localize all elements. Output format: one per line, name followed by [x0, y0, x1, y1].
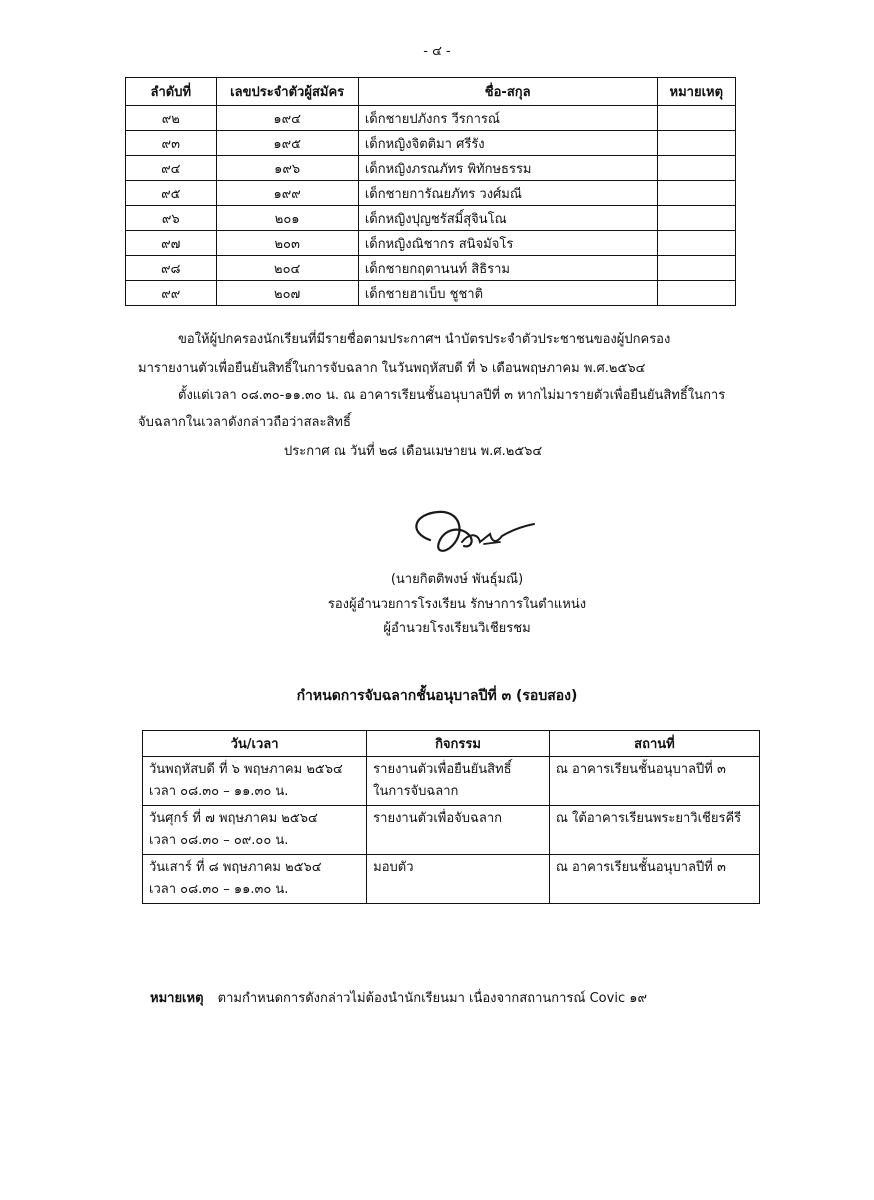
- signatory-name: (นายกิตติพงษ์ พันธุ์มณี): [390, 572, 524, 587]
- schedule-day: วันพฤหัสบดี ที่ ๖ พฤษภาคม ๒๕๖๔: [149, 762, 343, 777]
- table-row: [143, 806, 760, 855]
- announcement-line-3: ตั้งแต่เวลา ๐๘.๓๐-๑๑.๓๐ น. ณ อาคารเรียนชั้นอนุบาลปีที่ ๓ หากไม่มารายตัวเพื่อยืนยันสิทธิ์ในการ: [178, 388, 726, 403]
- schedule-place: ณ ใต้อาคารเรียนพระยาวิเชียรคีรี: [549, 806, 759, 855]
- row-id: ๑๙๕: [216, 131, 358, 156]
- row-note: [657, 131, 735, 156]
- table-row: [126, 106, 736, 131]
- schedule-time: เวลา ๐๘.๓๐ – ๑๑.๓๐ น.: [149, 882, 289, 897]
- schedule-day-cell: [143, 806, 367, 855]
- row-no: ๙๔: [126, 156, 217, 181]
- row-name: เด็กชายกฤตานนท์ สิธิราม: [358, 256, 657, 281]
- row-id: ๑๙๔: [216, 106, 358, 131]
- row-name: เด็กหญิงจิตติมา ศรีรัง: [358, 131, 657, 156]
- announcement-line-2: มารายงานตัวเพื่อยืนยันสิทธิ์ในการจับฉลาก ในวันพฤหัสบดี ที่ ๖ เดือนพฤษภาคม พ.ศ.๒๕๖๔: [138, 361, 646, 376]
- row-id: ๒๐๗: [216, 281, 358, 306]
- header-id: เลขประจำตัวผู้สมัคร: [216, 78, 358, 106]
- row-note: [657, 231, 735, 256]
- schedule-activity: มอบตัว: [373, 860, 414, 875]
- row-note: [657, 281, 735, 306]
- candidate-table: [125, 77, 736, 306]
- signatory-position: รองผู้อำนวยการโรงเรียน รักษาการในตำแหน่ง: [327, 597, 587, 612]
- schedule-day-cell: [143, 855, 367, 904]
- footnote-text: ตามกำหนดการดังกล่าวไม่ต้องนำนักเรียนมา เนื่องจากสถานการณ์ Covic ๑๙: [217, 991, 647, 1006]
- row-name: เด็กชายฮาเบ็บ ชูชาติ: [358, 281, 657, 306]
- table-row: [126, 131, 736, 156]
- schedule-activity-cell: [367, 855, 550, 904]
- row-id: ๑๙๙: [216, 181, 358, 206]
- table-row: [126, 281, 736, 306]
- schedule-activity-cell: [367, 757, 550, 806]
- row-no: ๙๘: [126, 256, 217, 281]
- header-note: หมายเหตุ: [657, 78, 735, 106]
- table-row: [126, 206, 736, 231]
- announcement-date: ประกาศ ณ วันที่ ๒๘ เดือนเมษายน พ.ศ.๒๕๖๔: [284, 444, 543, 459]
- signature-image: [400, 502, 540, 562]
- candidate-table-header: [126, 78, 736, 106]
- schedule-time: เวลา ๐๘.๓๐ – ๑๑.๓๐ น.: [149, 784, 289, 799]
- schedule-activity-cont: ในการจับฉลาก: [373, 784, 459, 799]
- row-name: เด็กชายการัณยภัทร วงศ์มณี: [358, 181, 657, 206]
- page-number: - ๔ -: [423, 44, 451, 59]
- row-no: ๙๒: [126, 106, 217, 131]
- row-id: ๒๐๑: [216, 206, 358, 231]
- row-name: เด็กหญิงภรณภัทร พิทักษธรรม: [358, 156, 657, 181]
- row-note: [657, 106, 735, 131]
- table-row: [126, 156, 736, 181]
- schedule-activity-cell: [367, 806, 550, 855]
- row-id: ๒๐๔: [216, 256, 358, 281]
- header-no: ลำดับที่: [126, 78, 217, 106]
- table-row: [143, 757, 760, 806]
- row-note: [657, 156, 735, 181]
- row-note: [657, 256, 735, 281]
- header-name: ชื่อ-สกุล: [358, 78, 657, 106]
- schedule-day: วันเสาร์ ที่ ๘ พฤษภาคม ๒๕๖๔: [149, 860, 322, 875]
- schedule-day: วันศุกร์ ที่ ๗ พฤษภาคม ๒๕๖๔: [149, 811, 318, 826]
- row-name: เด็กชายปภังกร วีรการณ์: [358, 106, 657, 131]
- row-no: ๙๓: [126, 131, 217, 156]
- table-row: [126, 256, 736, 281]
- row-no: ๙๖: [126, 206, 217, 231]
- schedule-day-cell: [143, 757, 367, 806]
- header-activity: กิจกรรม: [367, 731, 550, 757]
- header-place: สถานที่: [549, 731, 759, 757]
- announcement-line-4: จับฉลากในเวลาดังกล่าวถือว่าสละสิทธิ์: [138, 415, 351, 430]
- row-id: ๑๙๖: [216, 156, 358, 181]
- schedule-table: [142, 730, 760, 904]
- row-name: เด็กหญิงณิชากร สนิจมัจโร: [358, 231, 657, 256]
- schedule-place: ณ อาคารเรียนชั้นอนุบาลปีที่ ๓: [549, 757, 759, 806]
- row-note: [657, 206, 735, 231]
- schedule-activity: รายงานตัวเพื่อยืนยันสิทธิ์: [373, 762, 512, 777]
- row-no: ๙๕: [126, 181, 217, 206]
- signatory-position-acting: ผู้อำนวยโรงเรียนวิเชียรชม: [383, 621, 531, 636]
- row-name: เด็กหญิงปุญชรัสมิ์สุจินโณ: [358, 206, 657, 231]
- schedule-table-header: [143, 731, 760, 757]
- row-no: ๙๗: [126, 231, 217, 256]
- row-no: ๙๙: [126, 281, 217, 306]
- footnote: [150, 987, 647, 1008]
- table-row: [126, 181, 736, 206]
- schedule-title: กำหนดการจับฉลากชั้นอนุบาลปีที่ ๓ (รอบสอง): [296, 688, 578, 704]
- schedule-place: ณ อาคารเรียนชั้นอนุบาลปีที่ ๓: [549, 855, 759, 904]
- table-row: [143, 855, 760, 904]
- schedule-time: เวลา ๐๘.๓๐ – ๐๙.๐๐ น.: [149, 833, 289, 848]
- row-id: ๒๐๓: [216, 231, 358, 256]
- header-day: วัน/เวลา: [143, 731, 367, 757]
- table-row: [126, 231, 736, 256]
- schedule-activity: รายงานตัวเพื่อจับฉลาก: [373, 811, 503, 826]
- row-note: [657, 181, 735, 206]
- footnote-label: หมายเหตุ: [150, 991, 204, 1006]
- announcement-line-1: ขอให้ผู้ปกครองนักเรียนที่มีรายชื่อตามประกาศฯ นำบัตรประจำตัวประชาชนของผู้ปกครอง: [178, 332, 671, 347]
